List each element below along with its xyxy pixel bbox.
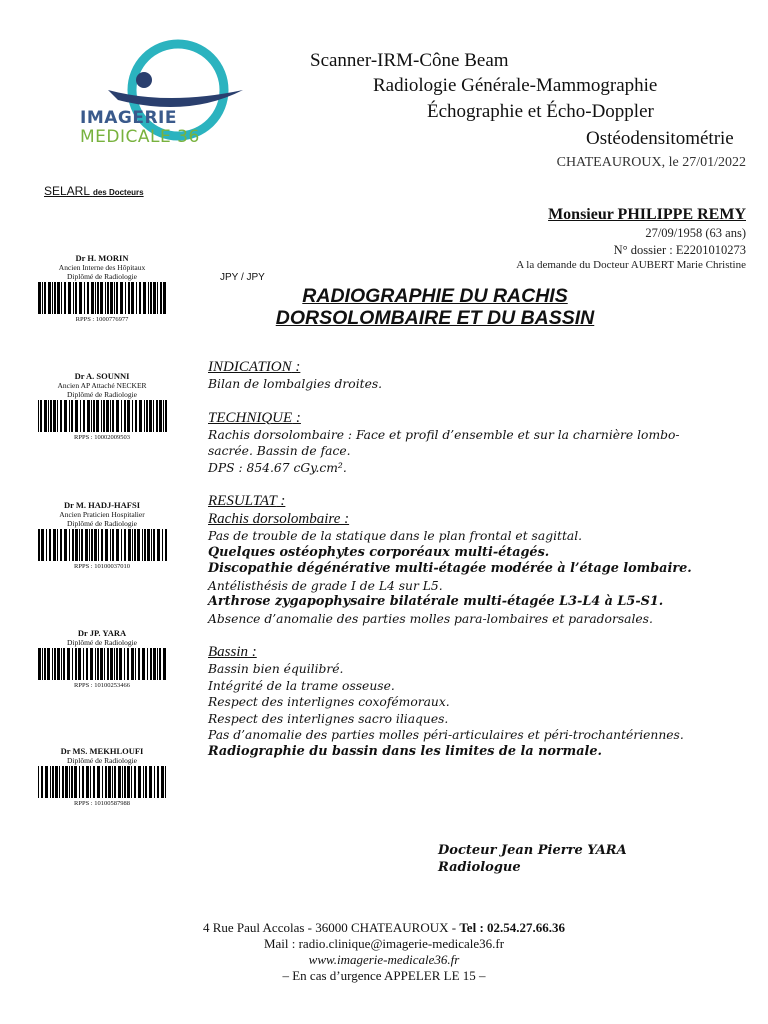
doctor-block [36, 746, 168, 807]
signature-role: Radiologue [438, 860, 521, 875]
initials: JPY / JPY [220, 272, 265, 283]
rachis-findings [208, 528, 708, 627]
footer-urgence: – En cas d’urgence APPELER LE 15 – [282, 968, 486, 983]
resultat-heading: RESULTAT : [208, 493, 286, 509]
finding-line: Bassin bien équilibré. [208, 662, 344, 676]
finding-line: Respect des interlignes coxofémoraux. [208, 695, 450, 709]
finding-line: Quelques ostéophytes corporéaux multi-étagés. [208, 544, 550, 560]
patient-dossier: N° dossier : E2201010273 [613, 243, 746, 257]
barcode [36, 400, 168, 432]
doctor-title: Diplômé de Radiologie [67, 519, 137, 528]
doctor-title: Ancien Praticien Hospitalier [59, 510, 145, 519]
doctor-block [36, 253, 168, 323]
indication-heading: INDICATION : [208, 359, 301, 375]
signature [438, 842, 627, 876]
finding-line: Intégrité de la trame osseuse. [208, 678, 395, 693]
doctor-title: Diplômé de Radiologie [67, 756, 137, 765]
technique-dps: DPS : 854.67 cGy.cm². [208, 460, 347, 475]
doctor-name: Dr JP. YARA [77, 628, 127, 638]
report-body [208, 358, 708, 760]
service-scanner: Scanner-IRM-Cône Beam [310, 50, 509, 71]
doctor-name: Dr A. SOUNNI [74, 371, 130, 381]
rachis-heading: Rachis dorsolombaire : [208, 511, 350, 527]
doctor-rpps: RPPS : 10100253466 [74, 682, 130, 689]
finding-line: Radiographie du bassin dans les limites de la normale. [208, 743, 602, 759]
service-radiologie: Radiologie Générale-Mammographie [373, 75, 658, 96]
finding-line: Antélisthésis de grade I de L4 sur L5. [208, 578, 443, 593]
doctor-block [36, 628, 168, 689]
service-echographie: Échographie et Écho-Doppler [427, 101, 654, 122]
footer-mail[interactable]: Mail : radio.clinique@imagerie-medicale36.fr [263, 936, 505, 951]
barcode [36, 282, 168, 314]
doctor-title: Diplômé de Radiologie [67, 390, 137, 399]
patient-birth: 27/09/1958 (63 ans) [645, 226, 746, 240]
doctor-title: Diplômé de Radiologie [67, 638, 137, 647]
footer-website[interactable]: www.imagerie-medicale36.fr [308, 952, 460, 967]
barcode [36, 529, 168, 561]
doctor-block [36, 500, 168, 570]
report-title-line: RADIOGRAPHIE DU RACHIS [302, 285, 568, 307]
logo-text-imagerie: IMAGERIE [80, 108, 177, 128]
doctor-title: Ancien Interne des Hôpitaux [58, 263, 146, 272]
barcode [36, 766, 168, 798]
selarl-label: SELARL des Docteurs [44, 184, 144, 198]
doctor-title: Diplômé de Radiologie [67, 272, 137, 281]
report-title [200, 285, 670, 329]
footer-address: 4 Rue Paul Accolas - 36000 CHATEAUROUX - Tel : 02.54.27.66.36 [202, 920, 566, 935]
indication-text: Bilan de lombalgies droites. [208, 377, 383, 391]
finding-line: Pas de trouble de la statique dans le plan frontal et sagittal. [208, 529, 583, 543]
doctor-rpps: RPPS : 10100037010 [74, 563, 130, 570]
patient-name: Monsieur PHILIPPE REMY [548, 206, 746, 223]
bassin-heading: Bassin : [208, 644, 257, 660]
finding-line: Discopathie dégénérative multi-étagée modérée à l’étage lombaire. [208, 561, 692, 576]
logo-text-medicale: MEDICALE 36 [80, 127, 200, 147]
finding-line: Pas d’anomalie des parties molles péri-articulaires et péri-trochantériennes. [208, 728, 684, 742]
doctor-rpps: RPPS : 1000776977 [75, 316, 129, 323]
signature-name: Docteur Jean Pierre YARA [438, 843, 627, 858]
technique-text: Rachis dorsolombaire : Face et profil d’ensemble et sur la charnière lombo-sacrée. Bassin de face. [208, 427, 680, 458]
doctor-title: Ancien AP Attaché NECKER [57, 381, 147, 390]
doctor-block [36, 371, 168, 441]
finding-line: Respect des interlignes sacro iliaques. [208, 711, 449, 726]
finding-line: Absence d’anomalie des parties molles para-lombaires et paradorsales. [208, 611, 653, 626]
footer-phone: Tel : 02.54.27.66.36 [459, 920, 566, 935]
barcode [36, 648, 168, 680]
place-date: CHATEAUROUX, le 27/01/2022 [556, 155, 746, 170]
doctor-rpps: RPPS : 10100587988 [74, 800, 130, 807]
patient-request: A la demande du Docteur AUBERT Marie Christine [516, 259, 746, 271]
doctor-name: Dr M. HADJ-HAFSI [63, 500, 141, 510]
doctor-name: Dr MS. MEKHLOUFI [60, 746, 144, 756]
finding-line: Arthrose zygapophysaire bilatérale multi-étagée L3-L4 à L5-S1. [208, 594, 664, 609]
doctor-name: Dr H. MORIN [75, 253, 129, 263]
technique-heading: TECHNIQUE : [208, 409, 301, 426]
doctor-rpps: RPPS : 10002009503 [74, 434, 130, 441]
service-osteodensitometrie: Ostéodensitométrie [586, 128, 734, 149]
report-title-line: DORSOLOMBAIRE ET DU BASSIN [275, 307, 595, 329]
bassin-findings [208, 661, 708, 760]
